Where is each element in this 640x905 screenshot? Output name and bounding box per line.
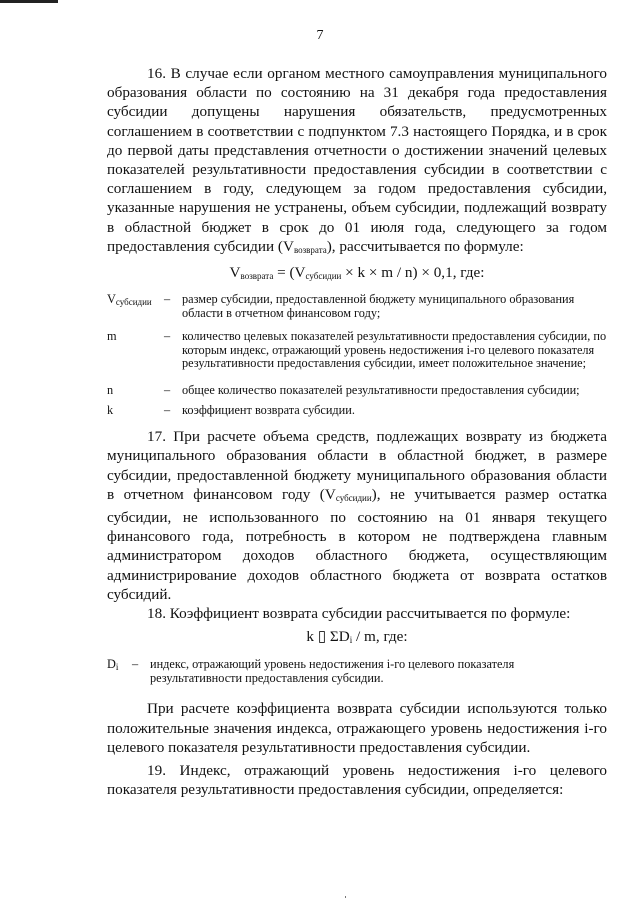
definition-item-d — [107, 658, 607, 685]
formula-return-volume — [107, 263, 607, 286]
formula1-mid-sub: субсидии — [305, 271, 342, 282]
p16-text: 16. В случае если органом местного самоуправления муниципального образования области по состоянию на 31 декабря года предоставления субсидии допущены нарушения обязательств, предусмотренных соглашением в соответствии с подпунктом 7.3 настоящего Порядка, и в срок до первой даты представления отчетности о достижении значений целевых показателей результативности предоставления субсидии в соответствии с соглашением в году, следующем за годом предоставления субсидии, указанные нарушения не устранены, объем субсидии, подлежащий возврату в областной бюджет в срок до 01 июля года, следующего за годом предоставления субсидии — [107, 65, 607, 255]
formula2-c: / m, где: — [352, 628, 408, 646]
page-number: 7 — [316, 28, 324, 43]
p16-subscript: возврата — [293, 244, 327, 255]
p17-text-b: ), не учитывается размер остатка субсидии, не использованного по состоянию на 01 января текущего финансового года, потребность в котором не подтверждена главным администратором доходов областного бюджета, осуществляющим администрирование доходов областного бюджета от возврата остатков субсидий. — [107, 485, 607, 603]
definition-symbol: Di — [107, 657, 119, 673]
unknown-glyph-box: ▯ — [317, 628, 327, 646]
formula1-lhs-sub: возврата — [240, 271, 274, 282]
definition-symbol: Vсубсидии — [107, 292, 152, 308]
definition-symbol: k — [107, 402, 114, 417]
definition-item — [107, 293, 607, 320]
p16-symbol: (V — [277, 237, 294, 255]
p17-text-a: 17. При расчете объема средств, подлежащих возврату из бюджета муниципального образования области в областной бюджет, в размере субсидии, предоставленной бюджету муниципального образования области в отчетном финансовом году (V — [107, 428, 607, 503]
definition-dash: – — [132, 657, 139, 672]
formula-coefficient — [107, 627, 607, 650]
definition-text: индекс, отражающий уровень недостижения i-го целевого показателя результативности предоставления субсидии. — [150, 657, 515, 685]
formula2-b-sub: i — [349, 635, 353, 646]
scan-speck — [345, 896, 346, 898]
definition-text: количество целевых показателей результативности предоставления субсидии, по которым индекс, отражающий уровень недостижения i-го целевого показателя результативности предоставления субсидии, имеет положительное значение; — [182, 329, 607, 371]
paragraph-19: 19. Индекс, отражающий уровень недостижения i-го целевого показателя результативности предоставления субсидии, определяется: — [107, 762, 607, 799]
paragraph-note: При расчете коэффициента возврата субсидии используются только положительные значения индекса, отражающего уровень недостижения i-го целевого показателя результативности предоставления субсидии. — [107, 700, 607, 756]
formula2-b: ΣD — [326, 628, 350, 646]
definitions-list — [107, 293, 607, 417]
definition-dash: – — [164, 402, 171, 417]
definition-text: размер субсидии, предоставленной бюджету муниципального образования области в отчетном финансовом году; — [182, 292, 575, 320]
definition-symbol: n — [107, 383, 114, 397]
formula1-lhs: V — [229, 264, 241, 282]
definition-dash: – — [164, 292, 171, 307]
definition-item — [107, 404, 607, 418]
p16-end: ), рассчитывается по формуле: — [326, 237, 524, 255]
definition-symbol: m — [107, 329, 117, 344]
paragraph-18: 18. Коэффициент возврата субсидии рассчитывается по формуле: — [147, 605, 571, 623]
paragraph-17 — [107, 427, 607, 604]
definition-item — [107, 384, 607, 398]
definition-item — [107, 330, 607, 371]
formula2-a: k — [306, 628, 318, 646]
p17-subscript: субсидии — [335, 492, 372, 503]
document-body — [107, 64, 607, 799]
definition-dash: – — [164, 383, 171, 397]
definition-dash: – — [164, 329, 171, 344]
paragraph-16 — [107, 64, 607, 260]
definition-text: коэффициент возврата субсидии. — [182, 402, 355, 417]
top-rule — [0, 0, 58, 3]
formula1-mid: = (V — [273, 264, 306, 282]
formula1-rhs: × k × m / n) × 0,1, где: — [341, 264, 485, 282]
definition-text: общее количество показателей результативности предоставления субсидии; — [182, 383, 580, 397]
